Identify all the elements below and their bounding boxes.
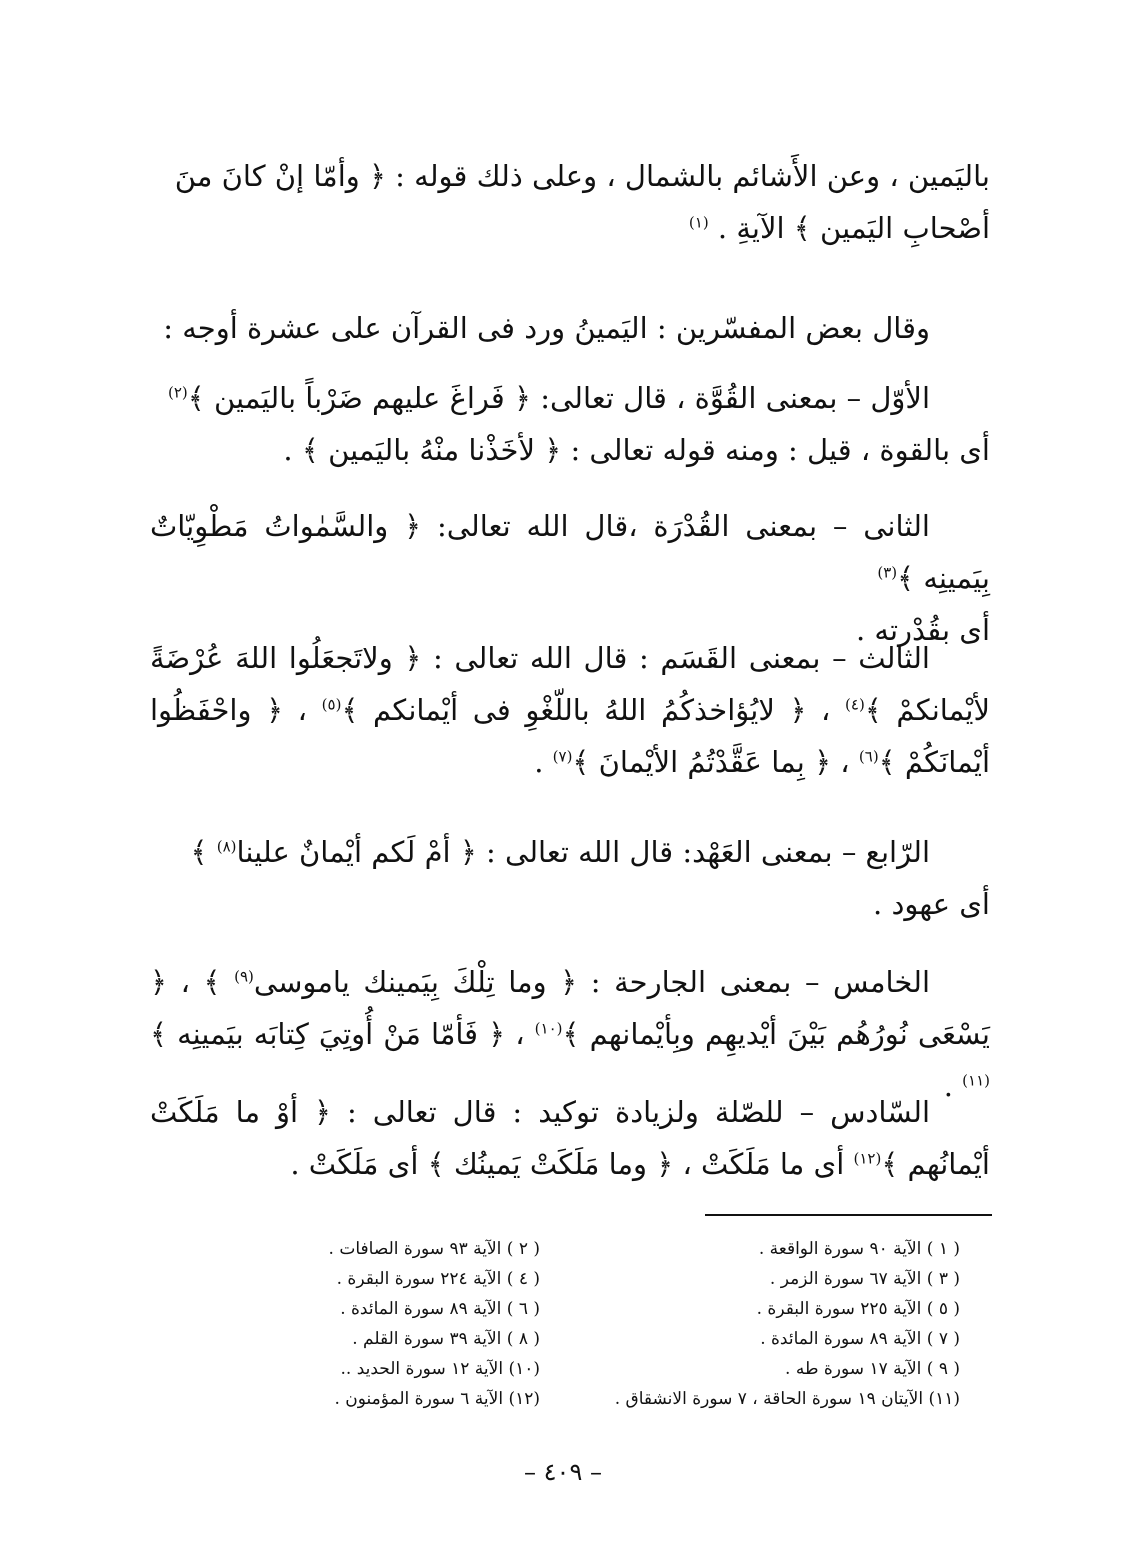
footnote-row [300,1294,960,1324]
paragraph-6-text-a: الرّابع – بمعنى العَهْد: قال الله تعالى : ﴿ أمْ لَكم أيْمانٌ علينا [236,835,930,869]
paragraph-3-text-a: الأوّل – بمعنى القُوَّة ، قال تعالى: ﴿ فَراغَ عليهم ضَرْباً باليَمين ﴾ [187,381,930,415]
footnote-3: ( ٣ ) الآية ٦٧ سورة الزمر . [769,1269,960,1289]
footnote-10: (١٠) الآية ١٢ سورة الحديد .. [340,1359,540,1379]
footnote-ref-9: (٩) [234,967,254,986]
footnote-6: ( ٦ ) الآية ٨٩ سورة المائدة . [340,1299,540,1319]
footnote-2: ( ٢ ) الآية ٩٣ سورة الصافات . [328,1239,540,1259]
footnote-row [300,1384,960,1414]
footnote-11: (١١) الآيتان ١٩ سورة الحاقة ، ٧ سورة الانشقاق . [614,1389,960,1409]
paragraph-5-text-c: ، ﴿ واحْفَظُوا أيْمانَكُمْ ﴾ [150,693,990,779]
paragraph-1 [150,150,990,254]
footnote-9: ( ٩ ) الآية ١٧ سورة طه . [785,1359,960,1379]
footnote-ref-7: (٧) [552,747,573,766]
footnote-row [300,1234,960,1264]
footnote-ref-1: (١) [688,213,709,232]
footnote-4: ( ٤ ) الآية ٢٢٤ سورة البقرة . [336,1269,540,1289]
footnote-8: ( ٨ ) الآية ٣٩ سورة القلم . [352,1329,540,1349]
paragraph-2-text: وقال بعض المفسّرين : اليَمينُ ورد فى القرآن على عشرة أوجه : [163,311,930,345]
footnote-row [300,1354,960,1384]
paragraph-3 [150,372,990,476]
footnote-row [300,1264,960,1294]
footnote-ref-8: (٨) [216,837,237,856]
paragraph-6-text-b: ﴾ [190,835,208,869]
paragraph-7-text-a: الخامس – بمعنى الجارحة : ﴿ وما تِلْكَ بِيَمينك ياموسى [253,965,931,999]
footnote-ref-10: (١٠) [534,1019,563,1038]
paragraph-7-text-c: ، ﴿ فَأمّا مَنْ أُوتِيَ كِتابَه بيَمينِه ﴾ [150,1017,525,1051]
paragraph-2 [150,302,990,354]
paragraph-6 [150,826,990,930]
paragraph-7-text-b: ﴾ ، ﴿ يَسْعَى نُورُهُم بَيْنَ أيْديهِم وبِأيْمانهم ﴾ [150,965,990,1051]
paragraph-4-text-b: أى بقُدْرته . [856,613,990,647]
paragraph-8-text-a: السّادس – للصّلة ولزيادة توكيد : قال تعالى : ﴿ أوْ ما مَلَكَتْ أيْمانُهم ﴾ [150,1095,990,1181]
footnotes [300,1234,960,1414]
paragraph-1-line-2a [689,211,990,245]
paragraph-8-text-b: أى ما مَلَكَتْ ، ﴿ وما مَلَكَتْ يَمينُك ﴾ أى مَلَكَتْ . [290,1147,845,1181]
paragraph-3-text-b: أى بالقوة ، قيل : ومنه قوله تعالى : ﴿ لأخَذْنا منْهُ باليَمين ﴾ . [283,433,990,467]
paragraph-7-text-d: . [943,1069,953,1103]
footnote-5: ( ٥ ) الآية ٢٢٥ سورة البقرة . [756,1299,960,1319]
footnote-ref-5: (٥) [321,695,342,714]
paragraph-4-text-a: الثانى – بمعنى القُدْرَة ،قال الله تعالى: ﴿ والسَّمٰواتُ مَطْوِيّاتٌ بِيَمينِه ﴾ [150,509,990,595]
footnote-ref-3: (٣) [877,563,898,582]
footnote-row [300,1324,960,1354]
footnote-ref-2: (٢) [167,383,188,402]
paragraph-5-text-e: . [534,745,544,779]
paragraph-8 [150,1086,990,1190]
footnote-divider [705,1214,992,1216]
paragraph-5-text-d: ، ﴿ بِما عَقَّدْتُمُ الأيْمانَ ﴾ [572,745,850,779]
footnote-12: (١٢) الآية ٦ سورة المؤمنون . [334,1389,540,1409]
page-number: – ٤٠٩ – [524,1458,602,1486]
footnote-ref-4: (٤) [845,695,865,714]
paragraph-5 [150,632,990,788]
paragraph-6-text-c: أى عهود . [873,887,990,921]
footnote-ref-12: (١٢) [853,1149,882,1168]
footnote-ref-6: (٦) [858,747,879,766]
paragraph-5-text-a: الثالث – بمعنى القَسَم : قال الله تعالى : ﴿ ولاتَجعَلُوا اللهَ عُرْضَةً لأيْمانكمْ ﴾ [150,641,991,727]
footnote-1: ( ١ ) الآية ٩٠ سورة الواقعة . [758,1239,960,1259]
paragraph-5-text-b: ، ﴿ لايُؤاخذكُمُ اللهُ باللّغْوِ فى أيْمانكم ﴾ [341,693,831,727]
footnote-7: ( ٧ ) الآية ٨٩ سورة المائدة . [760,1329,960,1349]
paragraph-1-line-1: باليَمين ، وعن الأَشائم بالشمال ، وعلى ذلك قوله : ﴿ وأمّا إنْ كانَ منَ [174,159,990,193]
footnote-ref-11: (١١) [962,1071,990,1090]
paragraph-1-line-2: أصْحابِ اليَمين ﴾ الآيةِ . [717,211,990,245]
